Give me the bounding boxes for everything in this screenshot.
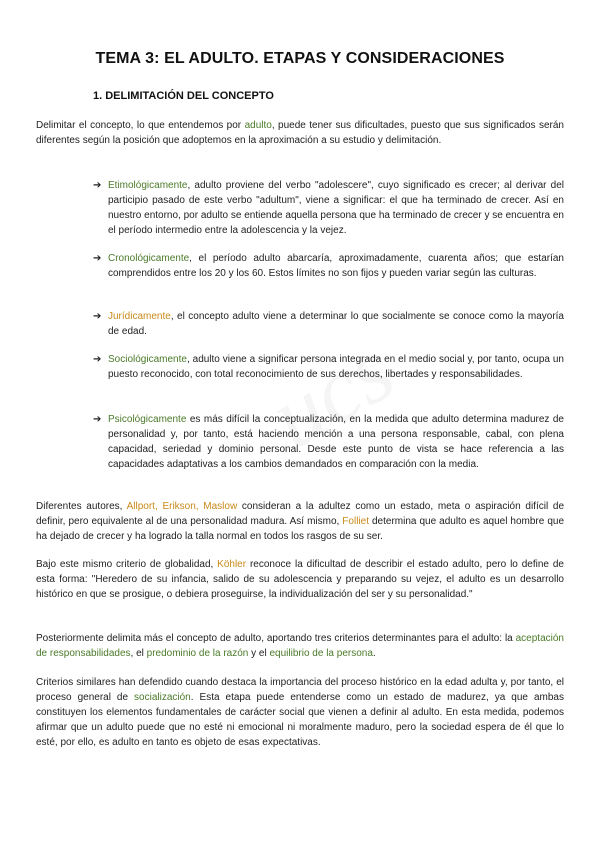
keyword-adulto: adulto (244, 120, 272, 131)
bullet-term: Cronológicamente (108, 253, 190, 264)
bullet-text: Cronológicamente, el período adulto abarcaría, aproximadamente, cuarenta años; que estarían comprendidos entre los 20 y los 60. Estos límites no son fijos y pueden variar según las culturas. (108, 253, 564, 279)
keyword-authors: Allport, Erikson, Maslow (126, 501, 238, 512)
bullet-item (93, 309, 564, 339)
authors-paragraph: Diferentes autores, Allport, Erikson, Maslow consideran a la adultez como un estado, meta o aspiración difícil de definir, pero equivalente al de una personalidad madura. Así mismo, Folliet determina que adulto es aquel hombre que ha dejado de crecer y ha logrado la talla normal en todos los rasgos de su ser. (36, 501, 565, 542)
bullet-term: Etimológicamente (108, 180, 188, 191)
bullet-term: Psicológicamente (108, 414, 187, 425)
bullet-item (93, 412, 564, 472)
keyword-razon: predominio de la razón (146, 648, 249, 659)
bullet-term: Jurídicamente (108, 311, 171, 322)
arrow-icon: ➔ (93, 180, 102, 191)
bullet-item (93, 352, 564, 382)
page-title: TEMA 3: EL ADULTO. ETAPAS Y CONSIDERACIONES (95, 50, 505, 67)
section-heading: 1. DELIMITACIÓN DEL CONCEPTO (93, 90, 274, 102)
arrow-icon: ➔ (93, 311, 102, 322)
bullet-term: Sociológicamente (108, 354, 187, 365)
bullet-text: Etimológicamente, adulto proviene del verbo "adolescere", cuyo significado es crecer; al derivar del participio pasado de este verbo "adultum", viene a significar: el que ha terminado de crecer. Así en nuestro entorno, por adulto se entiende aquella persona que ha terminado de crecer y se encuentra en el período intermedio entre la adolescencia y la vejez. (108, 180, 564, 236)
criteria-paragraph: Posteriormente delimita más el concepto de adulto, aportando tres criterios determinantes para el adulto: la aceptación de responsabilidades, el predominio de la razón y el equilibrio de la persona. (36, 633, 564, 659)
bullet-text: Sociológicamente, adulto viene a significar persona integrada en el medio social y, por tanto, ocupa un puesto reconocido, con total reconocimiento de sus derechos, libertades y responsabilidades. (108, 354, 564, 380)
bullet-item (93, 178, 564, 238)
kohler-paragraph: Bajo este mismo criterio de globalidad, Köhler reconoce la dificultad de describir el estado adulto, pero lo define de esta forma: "Heredero de su infancia, salido de su adolescencia y preparando su vejez, el adulto es un desarrollo histórico en que se prosigue, o debiera proseguirse, la individualización del ser y su personalidad." (36, 559, 564, 600)
keyword-socializacion: socialización (134, 692, 191, 703)
keyword-kohler: Köhler (217, 559, 247, 570)
bullet-text: Jurídicamente, el concepto adulto viene a determinar lo que socialmente se conoce como la mayoría de edad. (108, 311, 564, 337)
arrow-icon: ➔ (93, 253, 102, 264)
keyword-responsabilidades: aceptación de responsabilidades (36, 633, 564, 659)
arrow-icon: ➔ (93, 414, 102, 425)
keyword-folliet: Folliet (342, 516, 369, 527)
bullet-item (93, 251, 564, 281)
keyword-equilibrio: equilibrio de la persona (269, 648, 373, 659)
socialization-paragraph: Criterios similares han defendido cuando destaca la importancia del proceso histórico en la edad adulta y, por tanto, el proceso general de socialización. Esta etapa puede entenderse como un estado de madurez, ya que ambas constituyen los elementos fundamentales de carácter social que vienen a definir al adulto. En esta medida, podemos afirmar que un adulto puede que no esté ni emocional ni moralmente maduro, pero la sociedad espera de él que lo esté, por ello, es adulto en tanto es objeto de esas expectativas. (36, 677, 564, 748)
arrow-icon: ➔ (93, 354, 102, 365)
intro-paragraph: Delimitar el concepto, lo que entendemos por adulto, puede tener sus dificultades, puesto que sus significados serán diferentes según la posición que adoptemos en la aproximación a su estudio y delimitación. (36, 120, 564, 146)
bullet-text: Psicológicamente es más difícil la conceptualización, en la medida que adulto determina madurez de personalidad y, por tanto, está haciendo mención a una persona responsable, cabal, con plena capacidad, seriedad y dominio personal. Desde este punto de vista se hace referencia a las capacidades adaptativas a los cambios demandados en comparación con la media. (108, 414, 564, 470)
